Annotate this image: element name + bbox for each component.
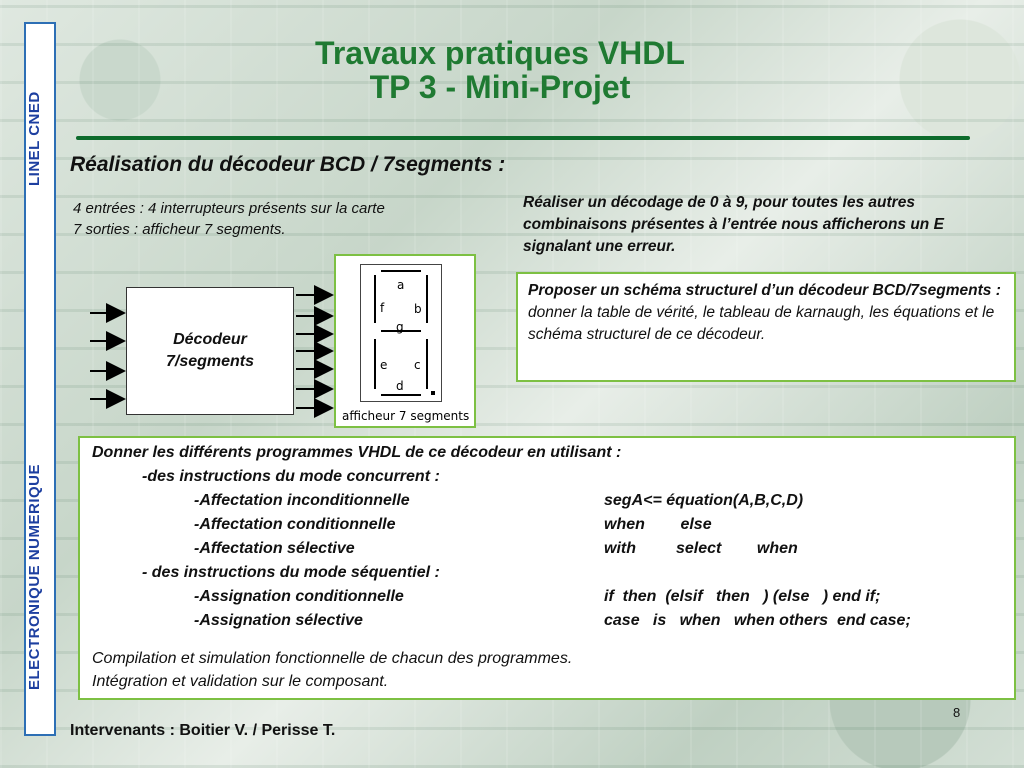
footer-credits: Intervenants : Boitier V. / Perisse T. (70, 722, 336, 739)
row3-label: Affectation sélective (199, 540, 355, 557)
row5-syntax: case is when when others end case; (604, 612, 911, 629)
row3-dash: - (194, 540, 200, 557)
sequential-item (142, 564, 440, 582)
seven-segment-display (360, 264, 442, 402)
title-line-2: TP 3 - Mini-Projet (369, 69, 631, 105)
row1-dash: - (194, 492, 200, 509)
proposal-text: donner la table de vérité, le tableau de karnaugh, les équations et le schéma structurel de ce décodeur. (528, 304, 995, 343)
title-line-1: Travaux pratiques VHDL (315, 35, 685, 71)
row4-syntax: if then (elsif then ) (else ) end if; (604, 588, 881, 605)
row5-label: Assignation sélective (199, 612, 363, 629)
display-caption: afficheur 7 segments (342, 409, 470, 423)
row2-dash: - (194, 516, 200, 533)
segment-label-a: a (397, 278, 405, 292)
side-label-bottom: ELECTRONIQUE NUMERIQUE (26, 463, 43, 690)
page-number: 8 (953, 705, 961, 720)
row5-dash: - (194, 612, 200, 629)
row4-label: Assignation conditionnelle (199, 588, 404, 605)
segment-label-e: e (380, 358, 388, 372)
row1 (194, 492, 410, 510)
integration-note: Intégration et validation sur le composant. (92, 673, 389, 690)
inputs-line: 4 entrées : 4 interrupteurs présents sur la carte (73, 200, 385, 217)
row4-dash: - (194, 588, 200, 605)
row1-syntax: segA<= équation(A,B,C,D) (604, 492, 804, 509)
row2-syntax: when else (604, 516, 712, 533)
side-label-top: LINEL CNED (26, 91, 43, 187)
decoder-label-2: 7/segments (165, 353, 255, 370)
proposal-box (516, 272, 1016, 382)
side-banner (24, 22, 56, 736)
outputs-line: 7 sorties : afficheur 7 segments. (73, 221, 286, 238)
row4 (194, 588, 404, 606)
output-arrows (296, 295, 332, 408)
segment-label-b: b (414, 302, 422, 316)
programs-box (78, 436, 1016, 700)
segment-label-c: c (414, 358, 421, 372)
seven-segment-figure (334, 254, 476, 428)
segment-label-g: g (396, 320, 404, 334)
decoder-label-1: Décodeur (173, 331, 247, 348)
decoder-block (126, 287, 294, 415)
programs-intro: Donner les différents programmes VHDL de ce décodeur en utilisant : (92, 444, 622, 461)
input-arrows (90, 313, 124, 399)
row1-label: Affectation inconditionnelle (199, 492, 410, 509)
section-heading: Réalisation du décodeur BCD / 7segments : (70, 153, 506, 176)
segment-label-d: d (396, 379, 404, 393)
sequential-dash: - (142, 564, 148, 581)
decoding-instructions: Réaliser un décodage de 0 à 9, pour toutes les autres combinaisons présentes à l’entrée nous afficherons un E signalant une erreur. (523, 194, 944, 255)
slide-title (200, 36, 800, 104)
sequential-label: des instructions du mode séquentiel : (147, 564, 440, 581)
proposal-title: Proposer un schéma structurel d’un décodeur BCD/7segments : (528, 282, 1001, 299)
row2 (194, 516, 395, 534)
compile-note: Compilation et simulation fonctionnelle de chacun des programmes. (92, 650, 573, 667)
concurrent-dash: - (142, 468, 148, 485)
segment-label-f: f (380, 301, 385, 315)
row5 (194, 612, 363, 630)
title-divider (76, 136, 970, 140)
concurrent-label: des instructions du mode concurrent : (147, 468, 440, 485)
row3-syntax: with select when (604, 540, 798, 557)
io-description (73, 198, 385, 240)
concurrent-item (142, 468, 440, 486)
row2-label: Affectation conditionnelle (199, 516, 396, 533)
row3 (194, 540, 355, 558)
